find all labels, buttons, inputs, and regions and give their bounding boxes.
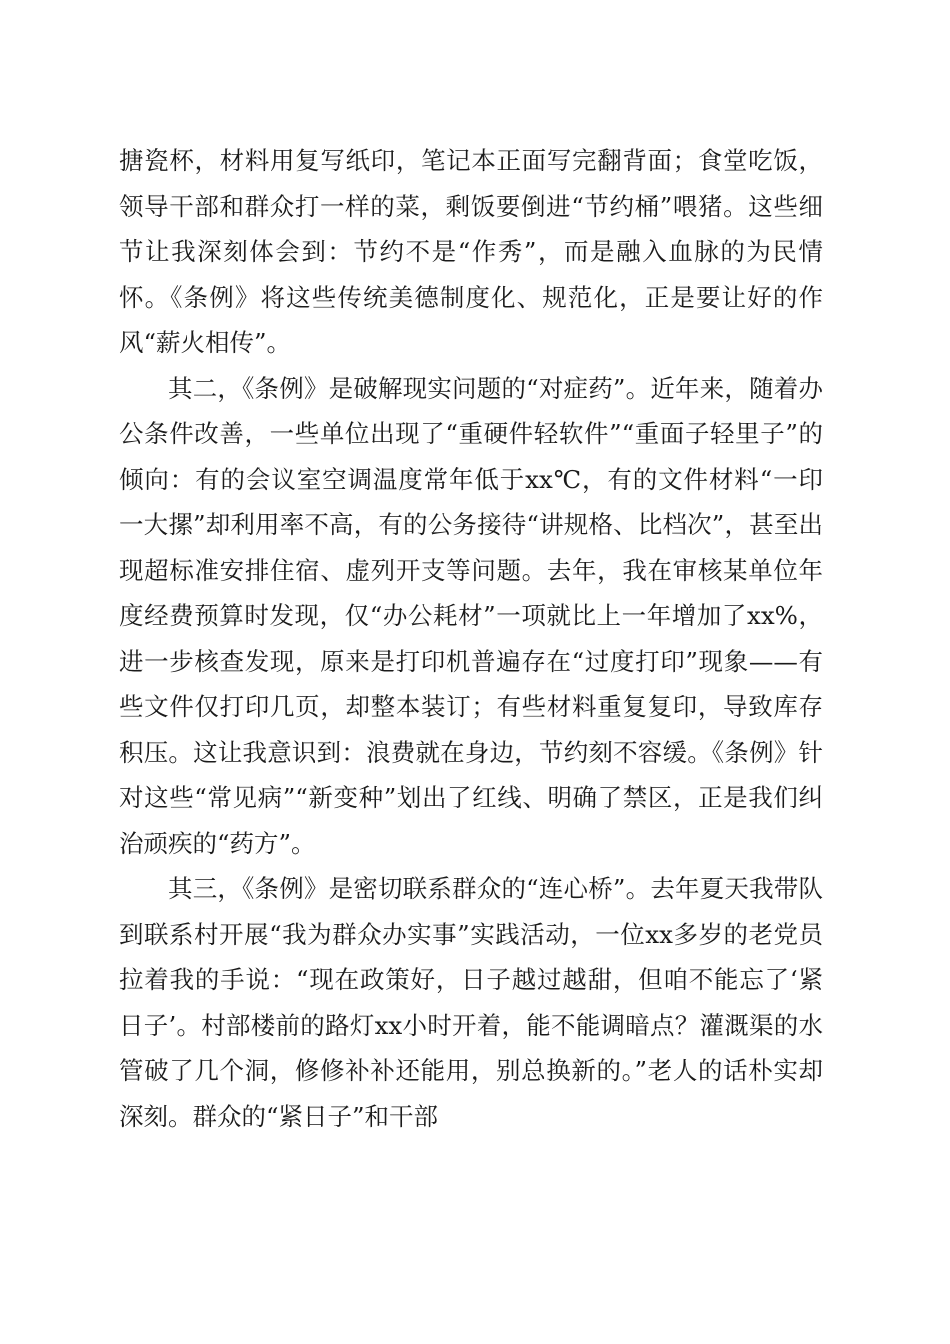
- document-body: [119, 138, 823, 1139]
- paragraph-continued: 搪瓷杯，材料用复写纸印，笔记本正面写完翻背面；食堂吃饭，领导干部和群众打一样的菜，剩饭要倒进“节约桶”喂猪。这些细节让我深刻体会到：节约不是“作秀”，而是融入血脉的为民情怀。《条例》将这些传统美德制度化、规范化，正是要让好的作风“薪火相传”。: [119, 146, 823, 357]
- paragraph-point-three: 其三，《条例》是密切联系群众的“连心桥”。去年夏天我带队到联系村开展“我为群众办实事”实践活动，一位xx多岁的老党员拉着我的手说：“现在政策好，日子越过越甜，但咱不能忘了‘紧日子’。村部楼前的路灯xx小时开着，能不能调暗点？灌溉渠的水管破了几个洞，修修补补还能用，别总换新的。”老人的话朴实却深刻。群众的“紧日子”和干部: [119, 874, 823, 1131]
- paragraph-point-two: 其二，《条例》是破解现实问题的“对症药”。近年来，随着办公条件改善，一些单位出现了“重硬件轻软件”“重面子轻里子”的倾向：有的会议室空调温度常年低于xx℃，有的文件材料“一印一大摞”却利用率不高，有的公务接待“讲规格、比档次”，甚至出现超标准安排住宿、虚列开支等问题。去年，我在审核某单位年度经费预算时发现，仅“办公耗材”一项就比上一年增加了xx%，进一步核查发现，原来是打印机普遍存在“过度打印”现象——有些文件仅打印几页，却整本装订；有些材料重复复印，导致库存积压。这让我意识到：浪费就在身边，节约刻不容缓。《条例》针对这些“常见病”“新变种”划出了红线、明确了禁区，正是我们纠治顽疾的“药方”。: [119, 373, 823, 858]
